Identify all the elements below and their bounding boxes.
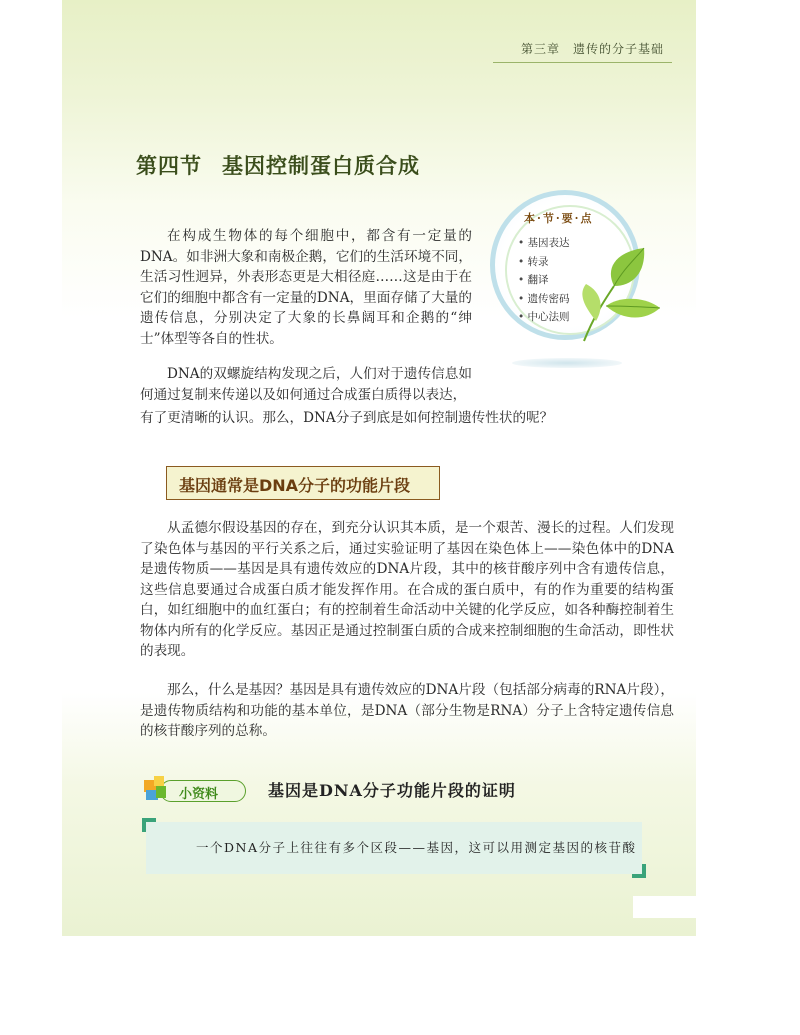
key-points-list (518, 234, 570, 327)
section-title (136, 150, 420, 180)
key-point-item: • 基因表达 (518, 234, 570, 253)
key-points-panel (490, 190, 640, 366)
key-point-item: • 转录 (518, 253, 570, 272)
section-name: 基因控制蛋白质合成 (222, 154, 420, 178)
corner-mark (142, 818, 156, 832)
chapter-header: 第三章 遗传的分子基础 (513, 40, 672, 57)
intro-paragraph-2: DNA的双螺旋结构发现之后，人们对于遗传信息如何通过复制来传递以及如何通过合成蛋白质得以表达， (140, 366, 472, 403)
key-points-shadow (512, 358, 622, 368)
subheading-box (166, 466, 440, 500)
body-paragraph-1: 从孟德尔假设基因的存在，到充分认识其本质，是一个艰苦、漫长的过程。人们发现了染色体与基因的平行关系之后，通过实验证明了基因在染色体上——染色体中的DNA是遗传物质——基因是具有遗传效应的DNA片段，其中的核苷酸序列中含有遗传信息，这些信息要通过合成蛋白质才能发挥作用。在合成的蛋白质中，有的作为重要的结构蛋白，如红细胞中的血红蛋白；有的控制着生命活动中关键的化学反应，如各种酶控制着生物体内所有的化学反应。基因正是通过控制蛋白质的合成来控制细胞的生命活动，即性状的表现。 (140, 520, 674, 659)
corner-mark (632, 864, 646, 878)
key-point-item: • 遗传密码 (518, 290, 570, 309)
subheading-text: 基因通常是DNA分子的功能片段 (179, 476, 411, 495)
textbook-page (62, 0, 696, 936)
key-point-item: • 中心法则 (518, 308, 570, 327)
info-text: 一个DNA分子上往往有多个区段——基因，这可以用测定基因的核苷酸 (196, 840, 637, 855)
info-tag (140, 774, 248, 804)
section-number: 第四节 (136, 154, 202, 178)
info-box (146, 822, 642, 874)
info-title: 基因是DNA分子功能片段的证明 (268, 781, 516, 800)
white-overlay (633, 896, 696, 918)
puzzle-icon (140, 774, 174, 804)
leaf-icon (574, 246, 664, 346)
intro-paragraph-2-continued: 有了更清晰的认识。那么，DNA分子到底是如何控制遗传性状的呢？ (140, 410, 554, 426)
body-paragraph-2: 那么，什么是基因？基因是具有遗传效应的DNA片段（包括部分病毒的RNA片段），是遗传物质结构和功能的基本单位，是DNA（部分生物是RNA）分子上含特定遗传信息的核苷酸序列的总称。 (140, 682, 674, 739)
info-tag-label: 小资料 (179, 787, 219, 802)
intro-paragraph-1: 在构成生物体的每个细胞中，都含有一定量的DNA。如非洲大象和南极企鹅，它们的生活环境不同，生活习性迥异，外表形态更是大相径庭……这是由于在它们的细胞中都含有一定量的DNA，里面存储了大量的遗传信息，分别决定了大象的长鼻阔耳和企鹅的“绅士”体型等各自的性状。 (140, 228, 472, 347)
key-points-title: 本·节·要·点 (524, 212, 594, 225)
key-point-item: • 翻译 (518, 271, 570, 290)
